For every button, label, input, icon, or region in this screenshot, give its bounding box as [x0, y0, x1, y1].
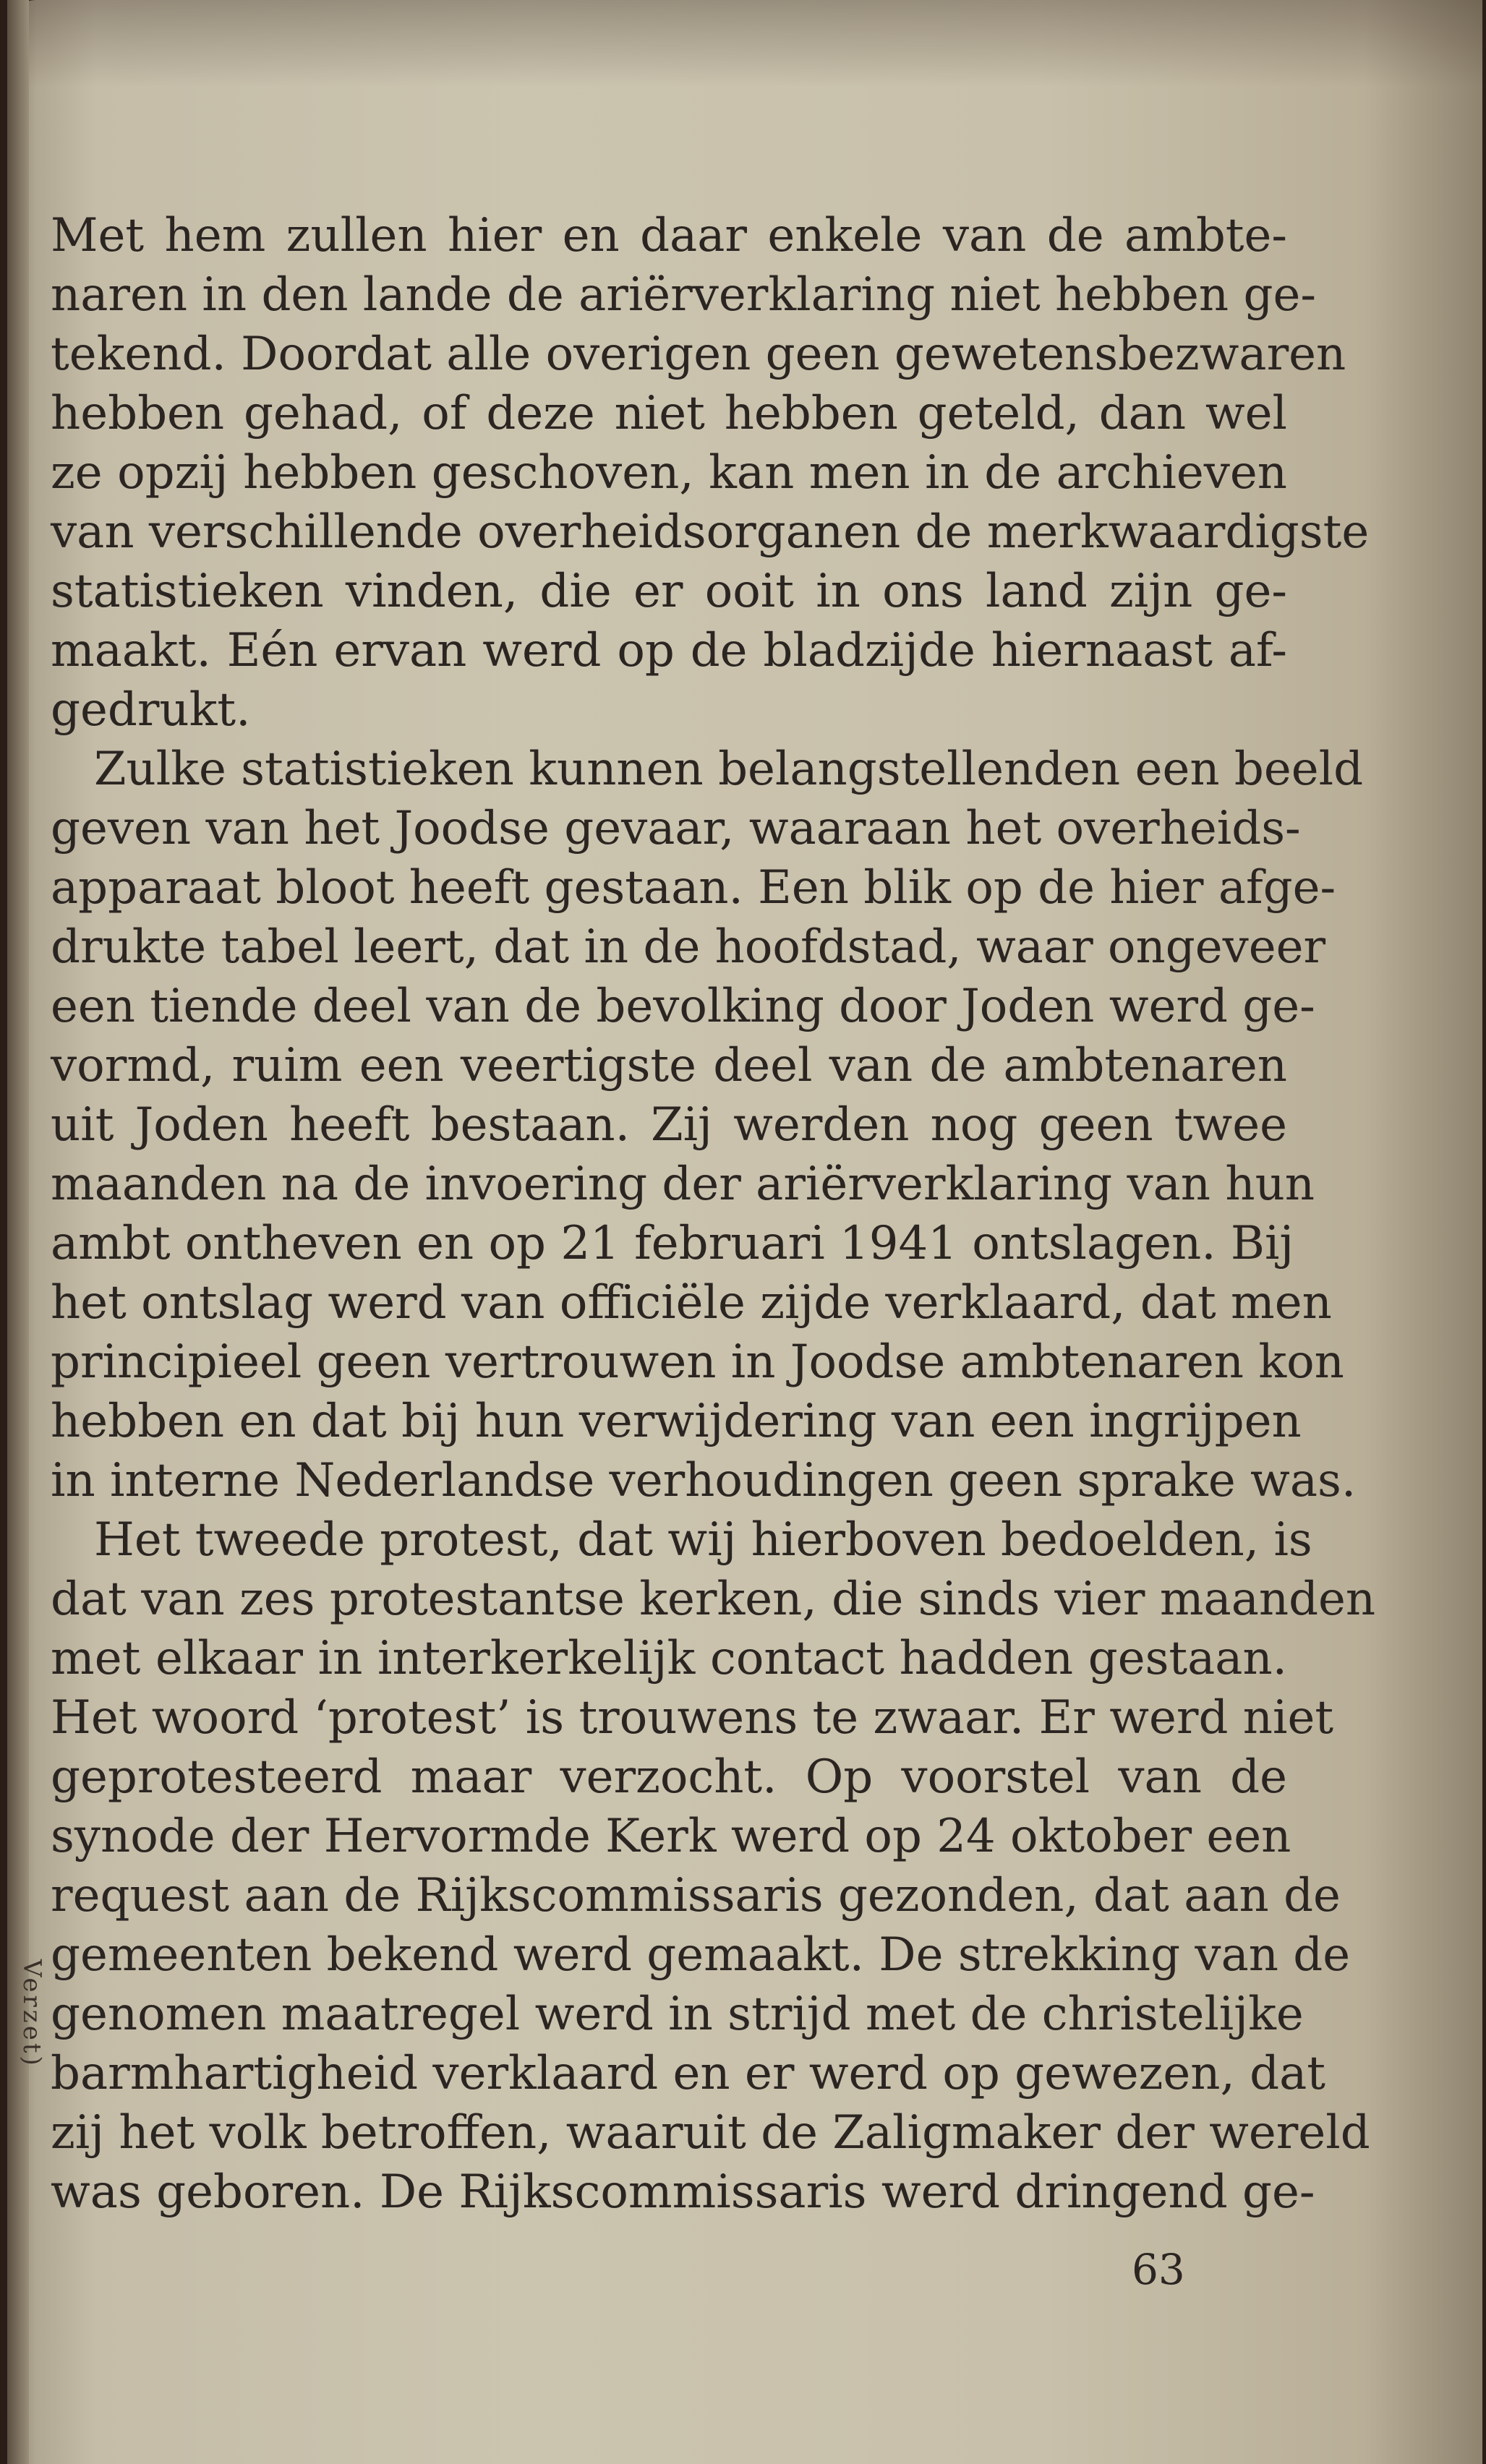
page-top-shadow	[7, 0, 1482, 87]
text-line: maanden na de invoering der ariërverklaring van hun	[51, 1158, 1315, 1211]
text-line: Met hem zullen hier en daar enkele van de ambte-	[51, 209, 1287, 262]
text-line: vormd, ruim een veertigste deel van de ambtenaren	[51, 1039, 1287, 1092]
text-line: maakt. Eén ervan werd op de bladzijde hiernaast af-	[51, 624, 1287, 677]
text-line: gedrukt.	[51, 683, 251, 737]
body-text	[51, 206, 1376, 2222]
paragraph	[51, 1510, 1376, 2222]
text-line: was geboren. De Rijkscommissaris werd dringend ge-	[51, 2165, 1315, 2219]
book-page	[7, 0, 1482, 2464]
text-line: zij het volk betroffen, waaruit de Zaligmaker der wereld	[51, 2106, 1370, 2160]
text-line: het ontslag werd van officiële zijde verklaard, dat men	[51, 1276, 1332, 1330]
text-line: uit Joden heeft bestaan. Zij werden nog geen twee	[51, 1098, 1287, 1152]
text-line: Zulke statistieken kunnen belangstellenden een beeld	[94, 743, 1364, 796]
text-line: ze opzij hebben geschoven, kan men in de archieven	[51, 446, 1287, 500]
paragraph	[51, 206, 1370, 740]
text-line: synode der Hervormde Kerk werd op 24 oktober een	[51, 1810, 1291, 1863]
text-line: naren in den lande de ariërverklaring niet hebben ge-	[51, 268, 1316, 322]
text-line: Het tweede protest, dat wij hierboven bedoelden, is	[94, 1513, 1312, 1567]
spine-text: Verzet)	[17, 1959, 46, 2069]
text-line: request aan de Rijkscommissaris gezonden, dat aan de	[51, 1869, 1341, 1922]
text-line: van verschillende overheidsorganen de merkwaardigste	[51, 505, 1370, 559]
text-line: hebben en dat bij hun verwijdering van een ingrijpen	[51, 1395, 1302, 1448]
text-line: geprotesteerd maar verzocht. Op voorstel van de	[51, 1750, 1287, 1804]
book-spine-edge	[7, 0, 46, 2464]
text-line: geven van het Joodse gevaar, waaraan het overheids-	[51, 802, 1301, 855]
page-number: 63	[1132, 2245, 1185, 2294]
text-line: drukte tabel leert, dat in de hoofdstad, waar ongeveer	[51, 920, 1326, 974]
text-line: Het woord ‘protest’ is trouwens te zwaar. Er werd niet	[51, 1691, 1334, 1745]
paragraph	[51, 740, 1364, 1510]
text-line: tekend. Doordat alle overigen geen gewetensbezwaren	[51, 328, 1346, 381]
text-line: statistieken vinden, die er ooit in ons land zijn ge-	[51, 565, 1287, 618]
text-line: gemeenten bekend werd gemaakt. De strekking van de	[51, 1928, 1351, 1982]
text-line: in interne Nederlandse verhoudingen geen sprake was.	[51, 1454, 1357, 1507]
text-line: barmhartigheid verklaard en er werd op gewezen, dat	[51, 2047, 1325, 2100]
text-line: een tiende deel van de bevolking door Joden werd ge-	[51, 980, 1315, 1033]
text-line: principieel geen vertrouwen in Joodse ambtenaren kon	[51, 1335, 1344, 1389]
text-line: genomen maatregel werd in strijd met de christelijke	[51, 1988, 1304, 2041]
text-line: hebben gehad, of deze niet hebben geteld, dan wel	[51, 387, 1287, 440]
text-line: dat van zes protestantse kerken, die sinds vier maanden	[51, 1573, 1376, 1626]
text-line: met elkaar in interkerkelijk contact hadden gestaan.	[51, 1632, 1287, 1685]
text-line: apparaat bloot heeft gestaan. Een blik op de hier afge-	[51, 861, 1336, 915]
text-line: ambt ontheven en op 21 februari 1941 ontslagen. Bij	[51, 1217, 1294, 1270]
